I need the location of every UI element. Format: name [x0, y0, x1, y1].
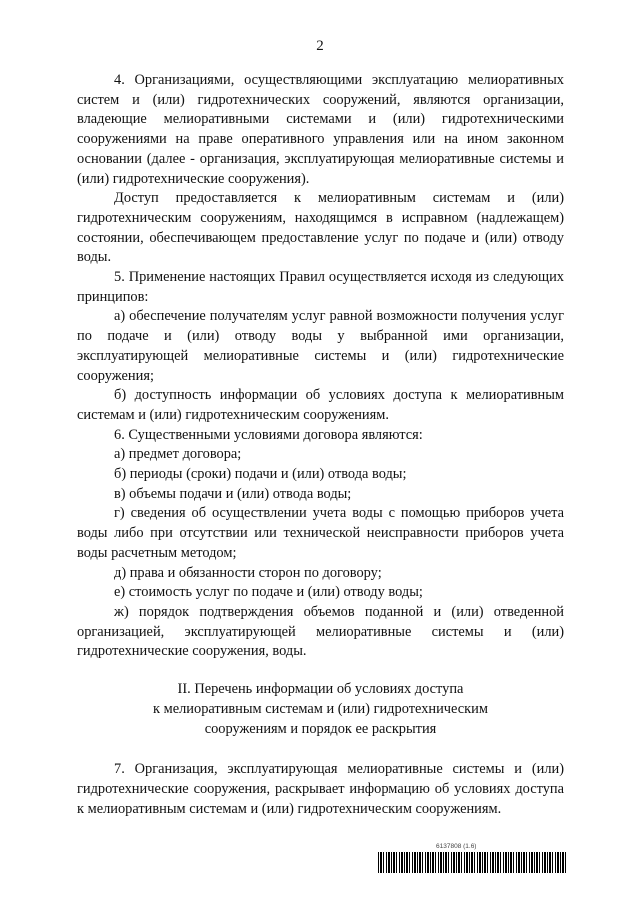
- list-item-e: е) стоимость услуг по подаче и (или) отводу воды;: [114, 584, 423, 601]
- section-heading-line: к мелиоративным системам и (или) гидротехническим: [153, 700, 488, 717]
- paragraph-6-essential-terms: 6. Существенными условиями договора являются:: [114, 426, 423, 443]
- section-heading-line: II. Перечень информации об условиях доступа: [177, 681, 464, 698]
- section-heading-line: сооружениям и порядок ее раскрытия: [204, 720, 437, 737]
- paragraph-5-principles: 5. Применение настоящих Правил осуществляется исходя из следующих принципов:: [77, 269, 564, 305]
- paragraph-access-provided: Доступ предоставляется к мелиоративным системам и (или) гидротехническим сооружениям, находящимся в исправном (надлежащем) состоянии, обеспечивающем предоставление услуг по подаче и (или) отводу воды.: [77, 190, 564, 266]
- document-body: [77, 71, 564, 819]
- paragraph-4-organizations: 4. Организациями, осуществляющими эксплуатацию мелиоративных систем и (или) гидротехнических сооружений, являются организации, владеющие мелиоративными системами и (или) гидротехническими сооружениями на праве оперативного управления или на ином законном основании (далее - организация, эксплуатирующая мелиоративные системы и (или) гидротехнические сооружения).: [77, 72, 564, 187]
- barcode-icon: [378, 852, 566, 873]
- list-item-zh: ж) порядок подтверждения объемов поданной и (или) отведенной организацией, эксплуатирующей мелиоративные системы и (или) гидротехнические сооружения, воды.: [77, 603, 564, 660]
- list-item-b: б) периоды (сроки) подачи и (или) отвода воды;: [114, 466, 407, 483]
- list-item-a: а) предмет договора;: [114, 446, 242, 463]
- document-id-label: 6137808 (1.6): [436, 843, 477, 850]
- paragraph-7-disclosure: 7. Организация, эксплуатирующая мелиоративные системы и (или) гидротехнические сооружения, раскрывает информацию об условиях доступа к мелиоративным системам и (или) гидротехническим сооружениям.: [77, 761, 564, 817]
- list-item-d: д) права и обязанности сторон по договору;: [114, 564, 382, 581]
- page-number: 2: [316, 38, 324, 54]
- paragraph-principle-b: б) доступность информации об условиях доступа к мелиоративным системам и (или) гидротехническим сооружениям.: [77, 387, 564, 423]
- list-item-v: в) объемы подачи и (или) отвода воды;: [114, 485, 352, 502]
- list-item-g: г) сведения об осуществлении учета воды с помощью приборов учета воды либо при отсутствии или технической неисправности приборов учета воды расчетным методом;: [77, 505, 564, 561]
- paragraph-principle-a: а) обеспечение получателям услуг равной возможности получения услуг по подаче и (или) отводу воды у выбранной ими организации, эксплуатирующей мелиоративные системы и (или) гидротехнические сооружения;: [77, 308, 564, 384]
- section-heading-ii: [77, 680, 564, 739]
